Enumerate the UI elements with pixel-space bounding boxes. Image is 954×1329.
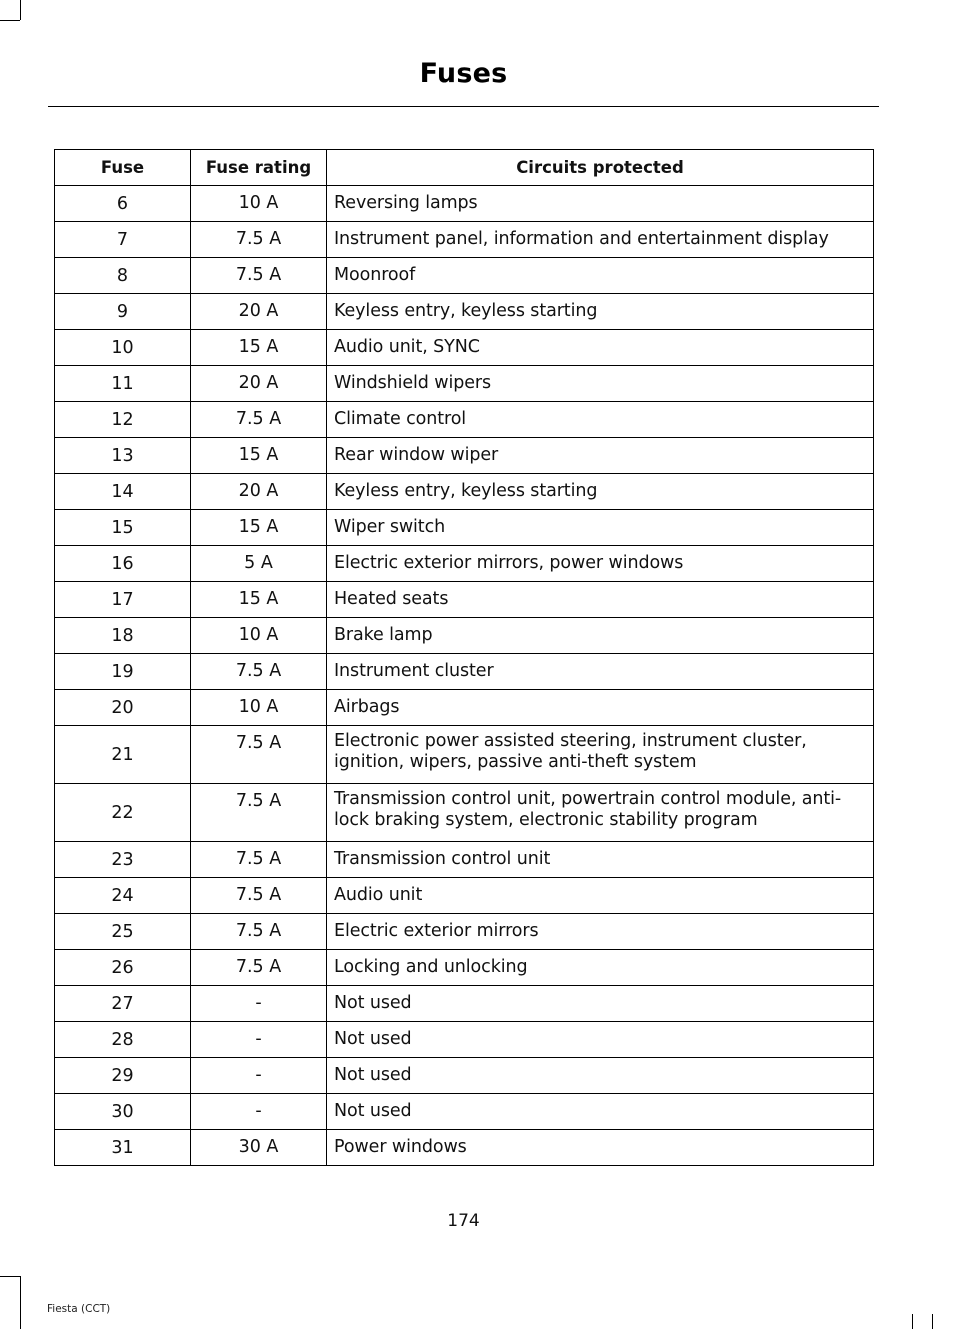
- fuse-rating: 20 A: [191, 474, 327, 510]
- circuits-protected: Not used: [327, 1094, 874, 1130]
- circuits-protected: Keyless entry, keyless starting: [327, 474, 874, 510]
- table-row: [55, 510, 874, 546]
- circuits-protected: Moonroof: [327, 258, 874, 294]
- table-row: [55, 330, 874, 366]
- circuits-protected: Keyless entry, keyless starting: [327, 294, 874, 330]
- fuse-number: 29: [55, 1058, 191, 1094]
- circuits-protected: Not used: [327, 1058, 874, 1094]
- table-row: [55, 1058, 874, 1094]
- fuse-number: 17: [55, 582, 191, 618]
- circuits-protected: Climate control: [327, 402, 874, 438]
- table-row: [55, 950, 874, 986]
- table-row: [55, 222, 874, 258]
- fuse-number: 7: [55, 222, 191, 258]
- fuse-number: 19: [55, 654, 191, 690]
- circuits-protected: Audio unit: [327, 878, 874, 914]
- fuse-number: 9: [55, 294, 191, 330]
- circuits-protected: Reversing lamps: [327, 186, 874, 222]
- fuse-number: 18: [55, 618, 191, 654]
- table-row: [55, 878, 874, 914]
- fuse-rating: 10 A: [191, 186, 327, 222]
- fuse-rating: 15 A: [191, 330, 327, 366]
- column-header-fuse-rating: Fuse rating: [191, 150, 327, 186]
- table-row: [55, 726, 874, 784]
- fuse-number: 16: [55, 546, 191, 582]
- crop-mark-bottom-left-vertical: [20, 1276, 21, 1329]
- fuse-rating: 30 A: [191, 1130, 327, 1166]
- table-row: [55, 1130, 874, 1166]
- publication-label: Fiesta (CCT): [47, 1303, 111, 1315]
- fuse-number: 21: [55, 726, 191, 784]
- fuse-rating: -: [191, 1022, 327, 1058]
- fuse-number: 6: [55, 186, 191, 222]
- fuse-number: 24: [55, 878, 191, 914]
- fuse-rating: 10 A: [191, 690, 327, 726]
- fuse-number: 12: [55, 402, 191, 438]
- page-number: 174: [447, 1211, 480, 1231]
- circuits-protected: Airbags: [327, 690, 874, 726]
- fuse-rating: 20 A: [191, 294, 327, 330]
- crop-mark-top-left-horizontal: [0, 20, 20, 21]
- page-title: Fuses: [419, 58, 508, 89]
- table-row: [55, 986, 874, 1022]
- circuits-protected: Electronic power assisted steering, instrument cluster, ignition, wipers, passive anti-theft system: [327, 726, 874, 784]
- crop-mark-top-left-vertical: [20, 0, 21, 20]
- fuse-number: 23: [55, 842, 191, 878]
- fuse-rating: 15 A: [191, 438, 327, 474]
- fuse-number: 22: [55, 784, 191, 842]
- circuits-protected: Not used: [327, 986, 874, 1022]
- fuse-rating: 7.5 A: [191, 878, 327, 914]
- fuse-rating: 7.5 A: [191, 842, 327, 878]
- fuse-number: 15: [55, 510, 191, 546]
- table-row: [55, 294, 874, 330]
- fuse-rating: 7.5 A: [191, 726, 327, 784]
- fuse-number: 8: [55, 258, 191, 294]
- circuits-protected: Instrument cluster: [327, 654, 874, 690]
- circuits-protected: Rear window wiper: [327, 438, 874, 474]
- table-row: [55, 690, 874, 726]
- circuits-protected: Electric exterior mirrors: [327, 914, 874, 950]
- circuits-protected: Heated seats: [327, 582, 874, 618]
- fuse-rating: -: [191, 1058, 327, 1094]
- table-row: [55, 1094, 874, 1130]
- fuse-rating: 10 A: [191, 618, 327, 654]
- fuse-number: 25: [55, 914, 191, 950]
- fuse-number: 30: [55, 1094, 191, 1130]
- circuits-protected: Wiper switch: [327, 510, 874, 546]
- fuse-number: 28: [55, 1022, 191, 1058]
- fuse-number: 27: [55, 986, 191, 1022]
- fuse-rating: -: [191, 1094, 327, 1130]
- fuse-rating: -: [191, 986, 327, 1022]
- table-row: [55, 474, 874, 510]
- circuits-protected: Windshield wipers: [327, 366, 874, 402]
- circuits-protected: Locking and unlocking: [327, 950, 874, 986]
- column-header-circuits-protected: Circuits protected: [327, 150, 874, 186]
- fuse-rating: 7.5 A: [191, 950, 327, 986]
- fuse-rating: 7.5 A: [191, 654, 327, 690]
- table-row: [55, 402, 874, 438]
- fuse-number: 26: [55, 950, 191, 986]
- table-row: [55, 438, 874, 474]
- table-row: [55, 842, 874, 878]
- column-header-fuse: Fuse: [55, 150, 191, 186]
- circuits-protected: Not used: [327, 1022, 874, 1058]
- fuse-rating: 5 A: [191, 546, 327, 582]
- fuse-rating: 15 A: [191, 510, 327, 546]
- fuse-rating: 15 A: [191, 582, 327, 618]
- title-divider: [48, 106, 879, 107]
- crop-mark-bottom-right-vertical-b: [932, 1314, 933, 1329]
- crop-mark-bottom-right-vertical-a: [912, 1314, 913, 1329]
- circuits-protected: Transmission control unit: [327, 842, 874, 878]
- fuse-number: 14: [55, 474, 191, 510]
- table-row: [55, 258, 874, 294]
- table-row: [55, 784, 874, 842]
- circuits-protected: Brake lamp: [327, 618, 874, 654]
- circuits-protected: Electric exterior mirrors, power windows: [327, 546, 874, 582]
- fuse-number: 13: [55, 438, 191, 474]
- fuse-rating: 7.5 A: [191, 402, 327, 438]
- fuse-number: 11: [55, 366, 191, 402]
- fuse-rating: 7.5 A: [191, 784, 327, 842]
- fuse-number: 20: [55, 690, 191, 726]
- table-row: [55, 1022, 874, 1058]
- fuse-number: 10: [55, 330, 191, 366]
- fuse-rating: 20 A: [191, 366, 327, 402]
- table-row: [55, 914, 874, 950]
- table-row: [55, 618, 874, 654]
- table-row: [55, 582, 874, 618]
- table-row: [55, 186, 874, 222]
- fuse-rating: 7.5 A: [191, 222, 327, 258]
- circuits-protected: Transmission control unit, powertrain control module, anti-lock braking system, electronic stability program: [327, 784, 874, 842]
- fuse-table: [54, 149, 874, 1166]
- table-header-row: [55, 150, 874, 186]
- fuse-number: 31: [55, 1130, 191, 1166]
- table-row: [55, 654, 874, 690]
- crop-mark-bottom-left-horizontal: [0, 1276, 20, 1277]
- fuse-rating: 7.5 A: [191, 258, 327, 294]
- circuits-protected: Power windows: [327, 1130, 874, 1166]
- circuits-protected: Instrument panel, information and entertainment display: [327, 222, 874, 258]
- table-row: [55, 366, 874, 402]
- circuits-protected: Audio unit, SYNC: [327, 330, 874, 366]
- table-row: [55, 546, 874, 582]
- fuse-rating: 7.5 A: [191, 914, 327, 950]
